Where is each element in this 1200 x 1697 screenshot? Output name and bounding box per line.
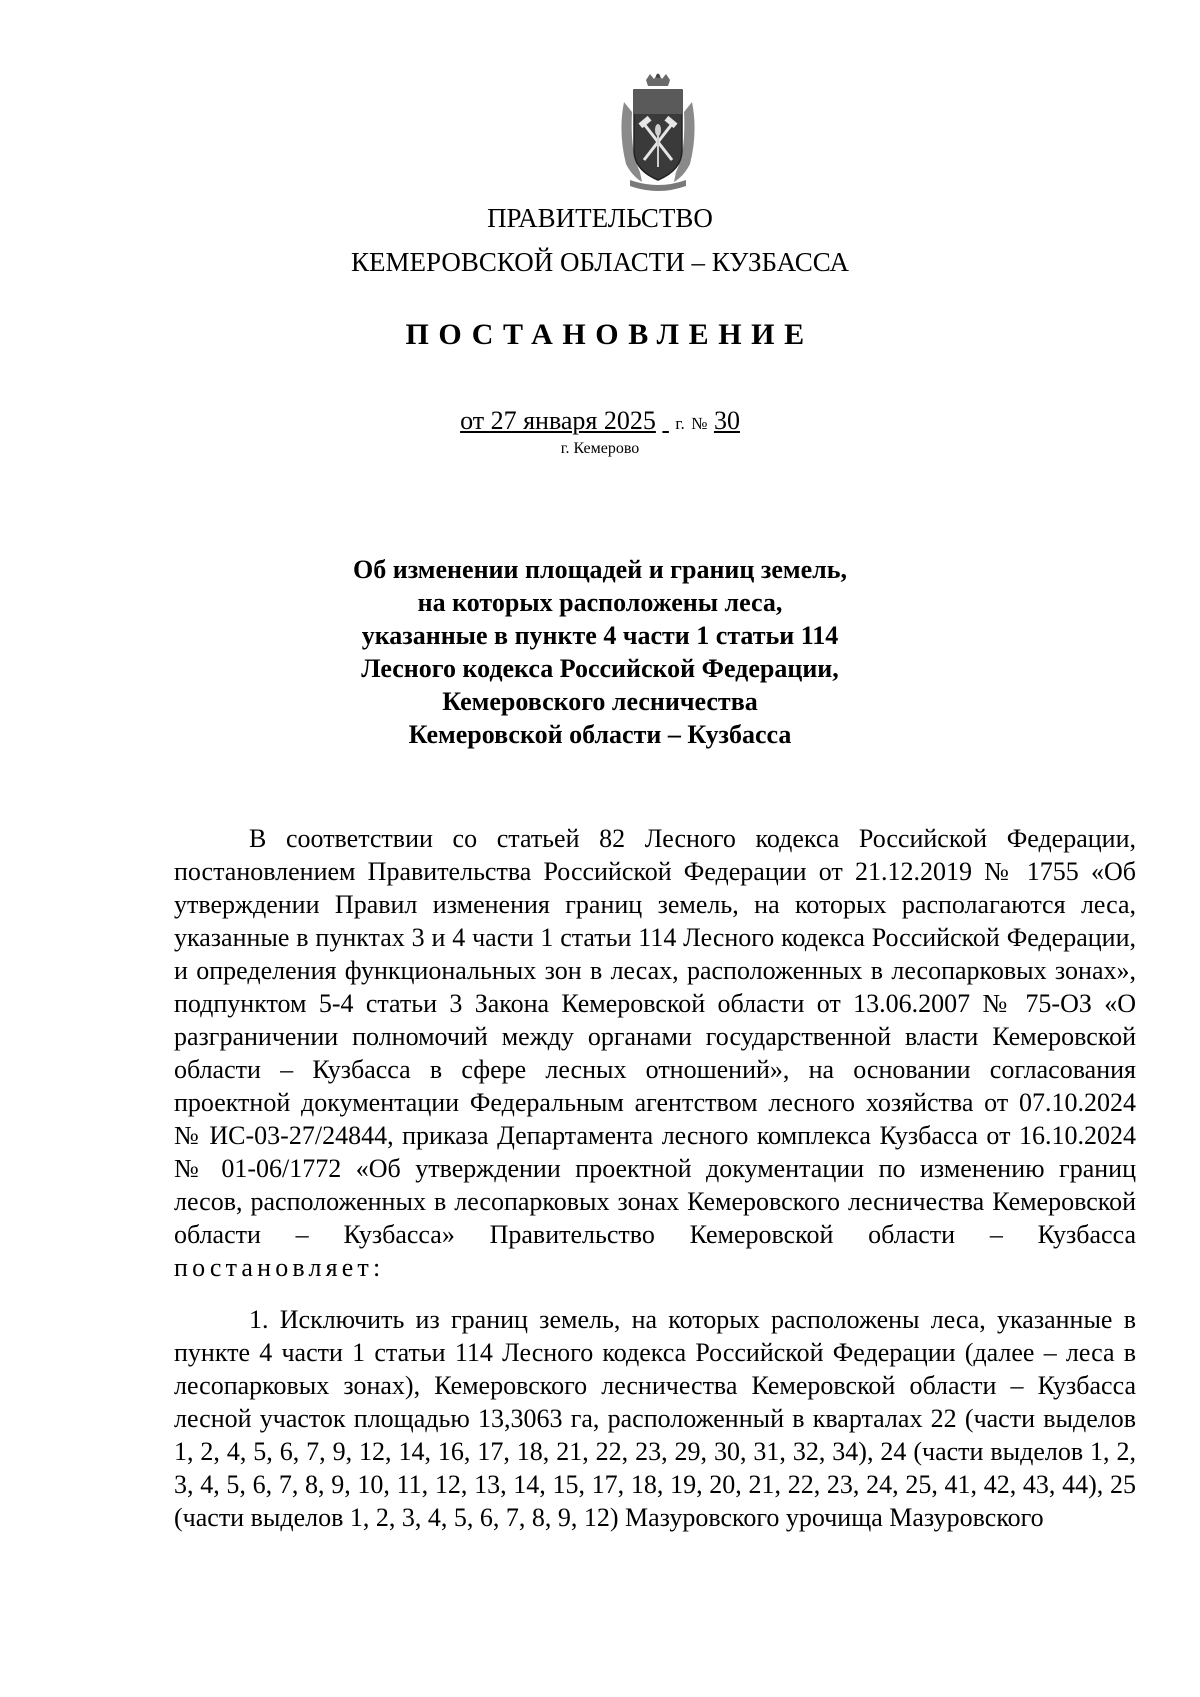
clause-1-paragraph: 1. Исключить из границ земель, на которых расположены леса, указанные в пункте 4 части 1 статьи 114 Лесного кодекса Российской Федерации (далее – леса в лесопарковых зонах), Кемеровского лесничества Кемеровской области – Кузбасса лесной участок площадью 13,3063 га, расположенный в кварталах 22 (части выделов 1, 2, 4, 5, 6, 7, 9, 12, 14, 16, 17, 18, 21, 22, 23, 29, 30, 31, 32, 34), 24 (части выделов 1, 2, 3, 4, 5, 6, 7, 8, 9, 10, 11, 12, 13, 14, 15, 17, 18, 19, 20, 21, 22, 23, 24, 25, 41, 42, 43, 44), 25 (части выделов 1, 2, 3, 4, 5, 6, 7, 8, 9, 12) Мазуровского урочища Мазуровского — [174, 1305, 1136, 1532]
title-line: Лесного кодекса Российской Федерации, — [361, 654, 839, 683]
title-line: на которых расположены леса, — [417, 588, 783, 617]
preamble-paragraph — [174, 822, 1136, 1284]
preamble-colon: : — [372, 1253, 381, 1282]
document-number: 30 — [713, 406, 740, 435]
government-name-line2: КЕМЕРОВСКОЙ ОБЛАСТИ – КУЗБАССА — [351, 247, 849, 277]
document-date-number — [0, 406, 1200, 436]
title-line: Об изменении площадей и границ земель, — [353, 555, 847, 584]
title-line: указанные в пункте 4 части 1 статьи 114 — [361, 621, 839, 650]
coat-of-arms-icon — [616, 72, 700, 192]
title-line: Кемеровского лесничества — [442, 687, 758, 716]
government-name-line1: ПРАВИТЕЛЬСТВО — [487, 203, 713, 233]
coat-of-arms-emblem — [616, 72, 700, 192]
document-type-heading: ПОСТАНОВЛЕНИЕ — [405, 318, 814, 351]
document-title — [0, 553, 1200, 751]
title-line: Кемеровской области – Кузбасса — [408, 720, 792, 749]
resolves-word: постановляет — [174, 1253, 373, 1282]
year-abbreviation: г. — [675, 414, 685, 433]
document-city: г. Кемерово — [560, 440, 640, 457]
number-sign: № — [691, 414, 708, 433]
document-date: от 27 января 2025 — [460, 406, 656, 435]
preamble-text: В соответствии со статьей 82 Лесного кодекса Российской Федерации, постановлением Правительства Российской Федерации от 21.12.2019 № 1755 «Об утверждении Правил изменения границ земель, на которых располагаются леса, указанные в пунктах 3 и 4 части 1 статьи 114 Лесного кодекса Российской Федерации, и определения функциональных зон в лесах, расположенных в лесопарковых зонах», подпунктом 5-4 статьи 3 Закона Кемеровской области от 13.06.2007 № 75-ОЗ «О разграничении полномочий между органами государственной власти Кемеровской области – Кузбасса в сфере лесных отношений», на основании согласования проектной документации Федеральным агентством лесного хозяйства от 07.10.2024 № ИС-03-27/24844, приказа Департамента лесного комплекса Кузбасса от 16.10.2024 № 01-06/1772 «Об утверждении проектной документации по изменению границ лесов, расположенных в лесопарковых зонах Кемеровского лесничества Кемеровской области – Кузбасса» Правительство Кемеровской области – Кузбасса — [174, 824, 1136, 1249]
